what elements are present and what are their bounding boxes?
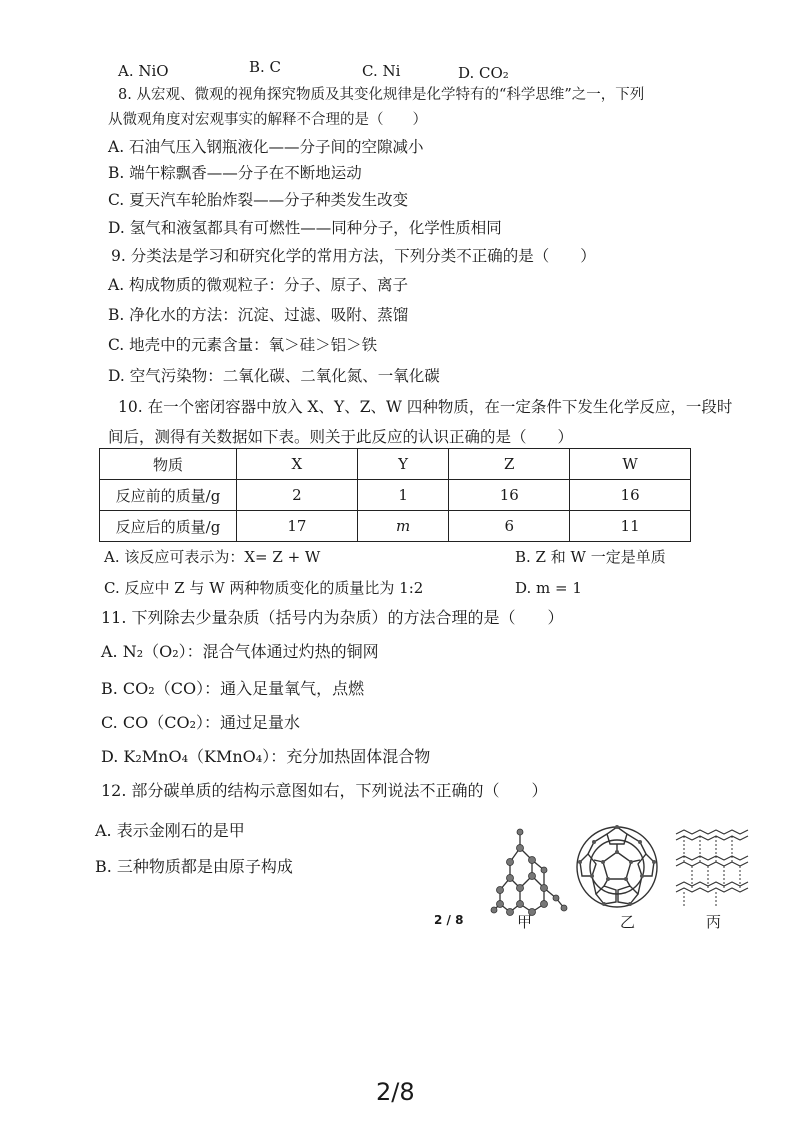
table-header-cell: Z xyxy=(449,449,570,480)
table-header-cell: 物质 xyxy=(100,449,237,480)
q12-option-a: A. 表示金刚石的是甲 xyxy=(95,821,245,840)
q9-option-c: C. 地壳中的元素含量：氧＞硅＞铝＞铁 xyxy=(108,336,378,354)
page-number: 2/8 xyxy=(376,1078,415,1106)
q9-option-a: A. 构成物质的微观粒子：分子、原子、离子 xyxy=(108,276,409,294)
q10-option-c: C. 反应中 Z 与 W 两种物质变化的质量比为 1:2 xyxy=(104,579,424,597)
table-cell: m xyxy=(357,511,449,542)
table-header-cell: X xyxy=(237,449,358,480)
q12-stem: 12. 部分碳单质的结构示意图如右，下列说法不正确的（ ） xyxy=(101,781,548,800)
q7-option-d: D. CO₂ xyxy=(458,64,509,82)
q10-stem-line2: 间后，测得有关数据如下表。则关于此反应的认识正确的是（ ） xyxy=(108,428,574,446)
q12-option-b: B. 三种物质都是由原子构成 xyxy=(95,857,293,876)
q8-stem-line1: 8. 从宏观、微观的视角探究物质及其变化规律是化学特有的“科学思维”之一，下列 xyxy=(118,87,645,103)
q7-option-a: A. NiO xyxy=(118,62,169,80)
figure-label-bing: 丙 xyxy=(706,913,722,931)
table-cell: 反应前的质量/g xyxy=(100,480,237,511)
q11-option-b: B. CO₂（CO）：通入足量氧气，点燃 xyxy=(101,679,365,698)
q8-stem-line2: 从微观角度对宏观事实的解释不合理的是（ ） xyxy=(108,112,427,128)
page-number-small: 2 / 8 xyxy=(434,913,464,927)
q11-option-d: D. K₂MnO₄（KMnO₄）：充分加热固体混合物 xyxy=(101,747,431,766)
table-cell: 11 xyxy=(570,511,691,542)
q7-option-b: B. C xyxy=(249,58,282,76)
q8-option-c: C. 夏天汽车轮胎炸裂——分子种类发生改变 xyxy=(108,191,409,209)
q9-stem: 9. 分类法是学习和研究化学的常用方法，下列分类不正确的是（ ） xyxy=(111,247,596,265)
q7-option-c: C. Ni xyxy=(362,62,401,80)
q9-option-d: D. 空气污染物：二氧化碳、二氧化氮、一氧化碳 xyxy=(108,367,440,385)
table-cell: 17 xyxy=(237,511,358,542)
diamond-structure-figure xyxy=(490,826,570,916)
q11-option-c: C. CO（CO₂）：通过足量水 xyxy=(101,713,300,732)
q10-option-d: D. m = 1 xyxy=(515,579,582,597)
q11-stem: 11. 下列除去少量杂质（括号内为杂质）的方法合理的是（ ） xyxy=(101,608,564,627)
table-header-row xyxy=(100,449,691,480)
q10-option-b: B. Z 和 W 一定是单质 xyxy=(515,548,666,566)
q8-option-a: A. 石油气压入钢瓶液化——分子间的空隙减小 xyxy=(108,138,424,156)
q8-option-d: D. 氢气和液氢都具有可燃性——同种分子，化学性质相同 xyxy=(108,219,502,237)
table-cell: 反应后的质量/g xyxy=(100,511,237,542)
figure-label-jia: 甲 xyxy=(517,913,533,931)
q10-data-table xyxy=(99,448,691,542)
table-cell: 6 xyxy=(449,511,570,542)
graphite-structure-figure xyxy=(672,826,752,910)
table-cell: 2 xyxy=(237,480,358,511)
figure-label-yi: 乙 xyxy=(620,913,636,931)
q11-option-a: A. N₂（O₂）：混合气体通过灼热的铜网 xyxy=(101,642,379,661)
table-cell: 16 xyxy=(449,480,570,511)
q10-stem-line1: 10. 在一个密闭容器中放入 X、Y、Z、W 四种物质，在一定条件下发生化学反应，一段时 xyxy=(118,398,733,416)
table-cell: 1 xyxy=(357,480,449,511)
table-row xyxy=(100,511,691,542)
table-cell: 16 xyxy=(570,480,691,511)
q10-option-a: A. 该反应可表示为：X= Z + W xyxy=(104,548,321,566)
q8-option-b: B. 端午粽飘香——分子在不断地运动 xyxy=(108,164,362,182)
fullerene-structure-figure xyxy=(574,824,660,910)
table-row xyxy=(100,480,691,511)
table-header-cell: Y xyxy=(357,449,449,480)
q9-option-b: B. 净化水的方法：沉淀、过滤、吸附、蒸馏 xyxy=(108,306,409,324)
table-header-cell: W xyxy=(570,449,691,480)
